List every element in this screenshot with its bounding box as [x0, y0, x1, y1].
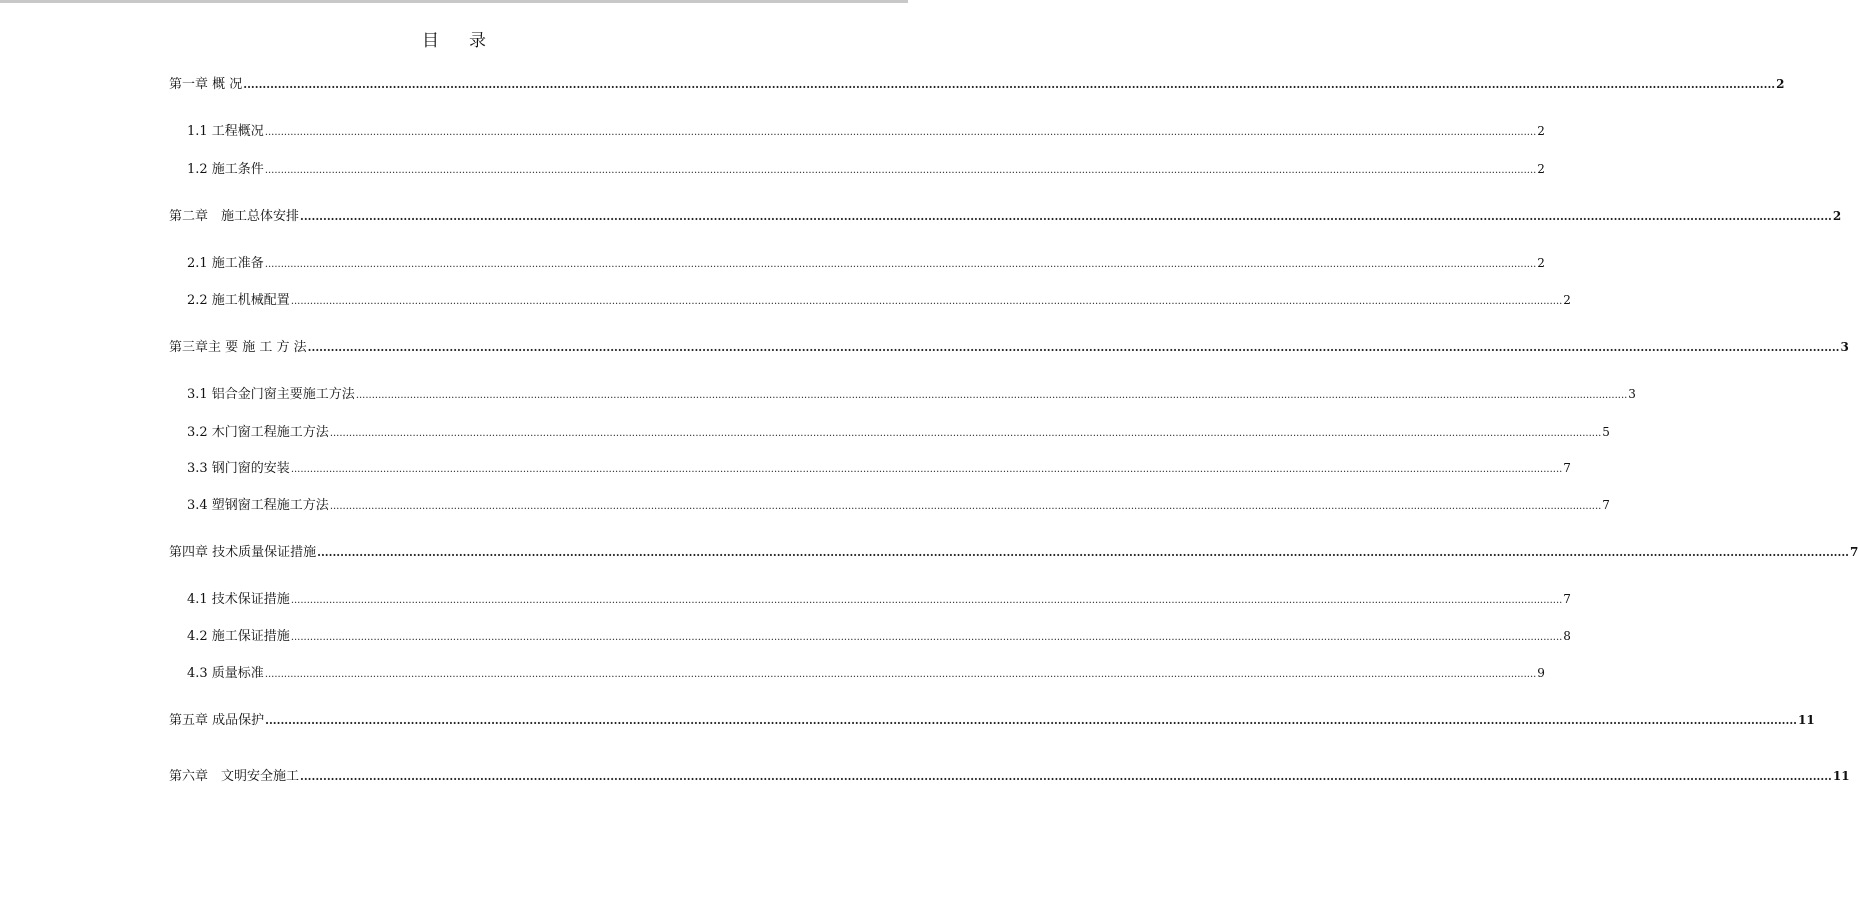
toc-entry-page: 7 — [1602, 498, 1610, 512]
toc-entry-page: 2 — [1537, 162, 1545, 176]
toc-leader-dots: ................................................................................................................................................................................................................................................................................................................................................................................................................ — [264, 669, 1537, 680]
toc-leader-dots: ................................................................................................................................................................................................................................................................................................................................................................................................................ — [290, 632, 1563, 643]
toc-entry-label: 第三章主 要 施 工 方 法 — [169, 340, 307, 355]
toc-leader-dots: ................................................................................................................................................................................................................................................................................................................................................................................................................ — [317, 546, 1849, 559]
toc-leader-dots: ................................................................................................................................................................................................................................................................................................................................................................................................................ — [355, 390, 1628, 401]
toc-entry-section-3-4[interactable] — [187, 495, 1610, 515]
toc-entry-page: 5 — [1602, 425, 1610, 439]
toc-leader-dots: ................................................................................................................................................................................................................................................................................................................................................................................................................ — [290, 464, 1563, 475]
toc-entry-label: 3.3 钢门窗的安装 — [187, 461, 290, 476]
toc-entry-section-2-1[interactable] — [187, 253, 1545, 273]
toc-leader-dots: ................................................................................................................................................................................................................................................................................................................................................................................................................ — [243, 78, 1776, 91]
toc-entry-page: 2 — [1537, 256, 1545, 270]
toc-leader-dots: ................................................................................................................................................................................................................................................................................................................................................................................................................ — [307, 341, 1840, 354]
toc-entry-chapter-4[interactable] — [169, 542, 1858, 562]
toc-entry-page: 9 — [1537, 666, 1545, 680]
toc-entry-page: 11 — [1832, 769, 1850, 783]
toc-leader-dots: ................................................................................................................................................................................................................................................................................................................................................................................................................ — [300, 210, 1832, 223]
toc-entry-page: 2 — [1832, 209, 1842, 223]
toc-entry-label: 第六章 文明安全施工 — [169, 769, 300, 784]
toc-leader-dots: ................................................................................................................................................................................................................................................................................................................................................................................................................ — [264, 259, 1537, 270]
toc-entry-chapter-6[interactable] — [169, 766, 1850, 786]
toc-entry-chapter-5[interactable] — [169, 710, 1815, 730]
toc-entry-section-2-2[interactable] — [187, 290, 1571, 310]
toc-entry-label: 第一章 概 况 — [169, 77, 243, 92]
toc-entry-label: 3.4 塑钢窗工程施工方法 — [187, 498, 329, 513]
toc-entry-page: 7 — [1563, 592, 1571, 606]
toc-leader-dots: ................................................................................................................................................................................................................................................................................................................................................................................................................ — [265, 714, 1797, 727]
toc-entry-label: 第五章 成品保护 — [169, 713, 265, 728]
toc-entry-label: 1.1 工程概况 — [187, 124, 264, 139]
toc-entry-page: 3 — [1628, 387, 1636, 401]
toc-leader-dots: ................................................................................................................................................................................................................................................................................................................................................................................................................ — [264, 165, 1537, 176]
toc-entry-label: 第四章 技术质量保证措施 — [169, 545, 317, 560]
toc-entry-page: 11 — [1797, 713, 1815, 727]
toc-title-right: 录 — [469, 31, 486, 51]
toc-entry-label: 1.2 施工条件 — [187, 162, 264, 177]
toc-entry-page: 7 — [1849, 545, 1858, 559]
toc-entry-label: 第二章 施工总体安排 — [169, 209, 300, 224]
toc-entry-page: 3 — [1840, 340, 1849, 354]
toc-entry-label: 3.1 铝合金门窗主要施工方法 — [187, 387, 355, 402]
toc-entry-page: 2 — [1776, 77, 1785, 91]
toc-entry-section-1-2[interactable] — [187, 159, 1545, 179]
toc-entry-section-4-2[interactable] — [187, 626, 1571, 646]
toc-entry-chapter-3[interactable] — [169, 337, 1849, 357]
toc-entry-label: 4.2 施工保证措施 — [187, 629, 290, 644]
toc-entry-label: 2.2 施工机械配置 — [187, 293, 290, 308]
toc-entry-chapter-1[interactable] — [169, 74, 1785, 94]
toc-entry-label: 4.3 质量标准 — [187, 666, 264, 681]
toc-leader-dots: ................................................................................................................................................................................................................................................................................................................................................................................................................ — [329, 501, 1602, 512]
toc-leader-dots: ................................................................................................................................................................................................................................................................................................................................................................................................................ — [290, 296, 1563, 307]
toc-entry-label: 2.1 施工准备 — [187, 256, 264, 271]
toc-entry-label: 4.1 技术保证措施 — [187, 592, 290, 607]
toc-title-left: 目 — [422, 31, 439, 51]
toc-entry-section-1-1[interactable] — [187, 121, 1545, 141]
toc-entry-section-3-2[interactable] — [187, 422, 1610, 442]
toc-entry-label: 3.2 木门窗工程施工方法 — [187, 425, 329, 440]
toc-leader-dots: ................................................................................................................................................................................................................................................................................................................................................................................................................ — [264, 127, 1537, 138]
toc-entry-section-3-3[interactable] — [187, 458, 1571, 478]
toc-leader-dots: ................................................................................................................................................................................................................................................................................................................................................................................................................ — [290, 595, 1563, 606]
toc-entry-page: 2 — [1537, 124, 1545, 138]
toc-entry-page: 8 — [1563, 629, 1571, 643]
toc-entry-section-3-1[interactable] — [187, 384, 1636, 404]
toc-entry-page: 7 — [1563, 461, 1571, 475]
toc-entry-page: 2 — [1563, 293, 1571, 307]
toc-leader-dots: ................................................................................................................................................................................................................................................................................................................................................................................................................ — [329, 428, 1602, 439]
toc-entry-section-4-1[interactable] — [187, 589, 1571, 609]
toc-entry-chapter-2[interactable] — [169, 206, 1842, 226]
toc-entry-section-4-3[interactable] — [187, 663, 1545, 683]
toc-leader-dots: ................................................................................................................................................................................................................................................................................................................................................................................................................ — [300, 770, 1832, 783]
